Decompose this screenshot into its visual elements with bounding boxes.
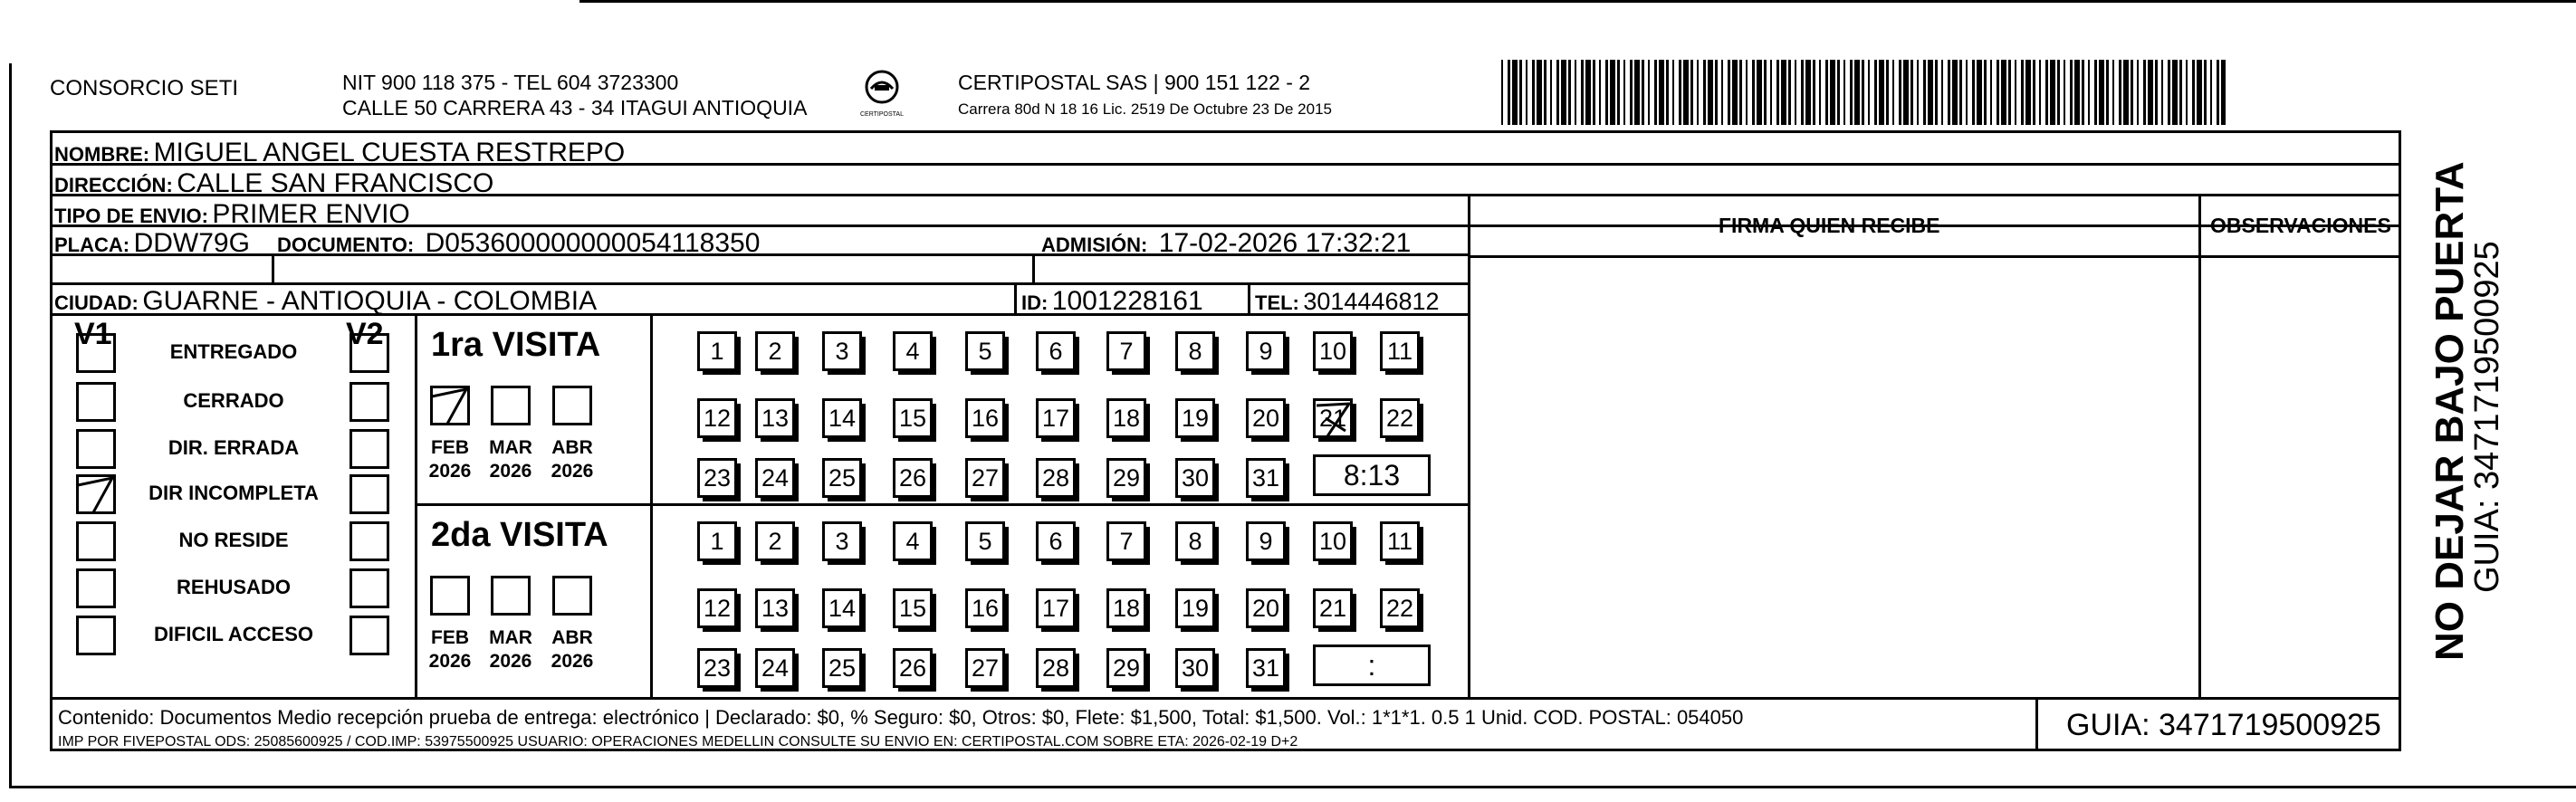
- license-line: Carrera 80d N 18 16 Lic. 2519 De Octubre 23 De 2015: [958, 100, 1332, 118]
- day-number: 15: [898, 594, 927, 622]
- top-border: [579, 0, 2576, 3]
- day-number: 24: [761, 463, 790, 492]
- day-box[interactable]: [1313, 398, 1353, 438]
- cell-divider: [1248, 282, 1250, 314]
- day-box[interactable]: [1313, 588, 1353, 628]
- status-label: REHUSADO: [177, 576, 291, 598]
- side-title: NO DEJAR BAJO PUERTA: [2428, 161, 2472, 661]
- year-label: 2026: [551, 651, 594, 672]
- cell-divider: [272, 253, 274, 283]
- status-label: CERRADO: [183, 389, 284, 412]
- day-box[interactable]: [1246, 398, 1286, 438]
- day-box[interactable]: [1106, 648, 1146, 688]
- v1-checkbox[interactable]: [76, 474, 116, 514]
- day-number: 3: [835, 337, 849, 365]
- month-label: FEB: [431, 627, 469, 648]
- day-number: 2: [768, 337, 782, 365]
- day-number: 22: [1385, 404, 1414, 432]
- month-checkbox[interactable]: [491, 576, 531, 616]
- logo-text: CERTIPOSTAL: [860, 111, 904, 118]
- day-box[interactable]: [965, 521, 1005, 561]
- documento-value: D053600000000054118350: [425, 228, 761, 258]
- contenido-text: Contenido: Documentos Medio recepción prueba de entrega: electrónico | Declarado: $0, % Seguro: $0, Otros: $0, Flete: $1,500, Total: $1,500. Vol.: 1*1*1. 0.5 1 Unid. COD. POSTAL: 054050: [58, 706, 1744, 729]
- day-box[interactable]: [755, 588, 795, 628]
- nombre-row: [54, 139, 625, 167]
- day-box[interactable]: [1106, 588, 1146, 628]
- v2-checkbox[interactable]: [350, 568, 389, 608]
- day-number: 25: [828, 654, 857, 682]
- day-box[interactable]: [697, 458, 737, 498]
- day-box[interactable]: [755, 458, 795, 498]
- side-guia: GUIA: 3471719500925: [2468, 241, 2506, 593]
- month-checkbox[interactable]: [491, 386, 531, 425]
- day-box[interactable]: [822, 398, 862, 438]
- day-number: 31: [1251, 654, 1280, 682]
- tipo-label: TIPO DE ENVIO:: [54, 205, 208, 227]
- day-number: 27: [971, 463, 1000, 492]
- day-box[interactable]: [1036, 648, 1076, 688]
- day-number: 15: [898, 404, 927, 432]
- v1-label: V1: [74, 317, 112, 351]
- month-label: MAR: [489, 627, 532, 648]
- day-number: 28: [1041, 463, 1070, 492]
- month-label: ABR: [551, 627, 593, 648]
- day-number: 23: [703, 463, 732, 492]
- day-box[interactable]: [1036, 398, 1076, 438]
- day-box[interactable]: [755, 331, 795, 371]
- status-label: DIR. ERRADA: [168, 436, 300, 459]
- day-number: 19: [1181, 594, 1210, 622]
- day-number: 7: [1119, 527, 1134, 555]
- section-divider: [650, 313, 653, 699]
- month-label: MAR: [489, 437, 532, 458]
- day-box[interactable]: [1175, 588, 1215, 628]
- day-number: 28: [1041, 654, 1070, 682]
- day-box[interactable]: [822, 331, 862, 371]
- guia-divider: [2035, 697, 2038, 751]
- day-box[interactable]: [893, 588, 933, 628]
- tel-value: 3014446812: [1303, 288, 1440, 315]
- day-box[interactable]: [1380, 521, 1420, 561]
- v1-checkbox[interactable]: [76, 616, 116, 655]
- day-box[interactable]: [965, 458, 1005, 498]
- day-box[interactable]: [893, 648, 933, 688]
- visit-title: 1ra VISITA: [431, 326, 601, 364]
- time-value: :: [1367, 648, 1376, 682]
- row-line: [1468, 255, 2401, 258]
- day-box[interactable]: [1246, 588, 1286, 628]
- day-box[interactable]: [1380, 398, 1420, 438]
- time-value: 8:13: [1343, 458, 1401, 492]
- day-box[interactable]: [893, 458, 933, 498]
- day-box[interactable]: [1036, 521, 1076, 561]
- day-box[interactable]: [822, 458, 862, 498]
- day-number: 14: [828, 404, 857, 432]
- nombre-value: MIGUEL ANGEL CUESTA RESTREPO: [153, 138, 626, 167]
- day-box[interactable]: [755, 648, 795, 688]
- status-label: DIR INCOMPLETA: [148, 482, 319, 504]
- firma-header: FIRMA QUIEN RECIBE: [1719, 214, 1940, 237]
- documento-label: DOCUMENTO:: [277, 234, 415, 256]
- day-number: 21: [1318, 594, 1347, 622]
- tipo-value: PRIMER ENVIO: [212, 199, 410, 229]
- ciudad-label: CIUDAD:: [54, 291, 139, 314]
- day-number: 2: [768, 527, 782, 555]
- day-number: 30: [1181, 654, 1210, 682]
- day-number: 3: [835, 527, 849, 555]
- day-box[interactable]: [1106, 521, 1146, 561]
- tel-label: TEL:: [1255, 291, 1299, 314]
- cell-divider: [1014, 282, 1017, 314]
- direccion-label: DIRECCIÓN:: [54, 174, 173, 196]
- day-box[interactable]: [822, 648, 862, 688]
- day-box[interactable]: [1106, 331, 1146, 371]
- day-number: 18: [1112, 404, 1141, 432]
- admision-row: [1041, 230, 1411, 257]
- direccion-value: CALLE SAN FRANCISCO: [177, 168, 494, 198]
- year-label: 2026: [489, 651, 532, 672]
- day-number: 13: [761, 594, 790, 622]
- year-label: 2026: [428, 651, 472, 672]
- day-number: 26: [898, 463, 927, 492]
- day-box[interactable]: [1175, 521, 1215, 561]
- month-label: ABR: [551, 437, 593, 458]
- day-box[interactable]: [1175, 458, 1215, 498]
- day-number: 4: [905, 337, 920, 365]
- day-box[interactable]: [965, 331, 1005, 371]
- day-number: 8: [1188, 527, 1202, 555]
- admision-label: ADMISIÓN:: [1041, 234, 1148, 256]
- day-box[interactable]: [1380, 588, 1420, 628]
- v2-checkbox[interactable]: [350, 616, 389, 655]
- day-number: 20: [1251, 404, 1280, 432]
- day-number: 7: [1119, 337, 1134, 365]
- day-number: 5: [978, 337, 992, 365]
- day-box[interactable]: [697, 331, 737, 371]
- day-number: 25: [828, 463, 857, 492]
- day-number: 16: [971, 594, 1000, 622]
- day-number: 31: [1251, 463, 1280, 492]
- day-box[interactable]: [893, 521, 933, 561]
- day-number: 4: [905, 527, 920, 555]
- visit-divider: [415, 503, 1468, 506]
- day-number: 8: [1188, 337, 1202, 365]
- ciudad-value: GUARNE - ANTIOQUIA - COLOMBIA: [142, 286, 598, 316]
- day-number: 17: [1041, 404, 1070, 432]
- day-box[interactable]: [1036, 458, 1076, 498]
- observaciones-header: OBSERVACIONES: [2210, 214, 2391, 237]
- year-label: 2026: [428, 461, 472, 482]
- day-box[interactable]: [1246, 648, 1286, 688]
- day-number: 20: [1251, 594, 1280, 622]
- cell-divider: [1032, 253, 1035, 283]
- bottom-border: [9, 786, 2576, 788]
- day-number: 10: [1318, 337, 1347, 365]
- v1-checkbox[interactable]: [76, 333, 116, 373]
- v2-label: V2: [346, 317, 384, 351]
- year-label: 2026: [489, 461, 532, 482]
- day-number: 10: [1318, 527, 1347, 555]
- id-value: 1001228161: [1051, 286, 1203, 316]
- day-number: 11: [1386, 527, 1413, 555]
- day-number: 12: [703, 594, 732, 622]
- day-box[interactable]: [755, 521, 795, 561]
- admision-value: 17-02-2026 17:32:21: [1158, 228, 1412, 258]
- day-number: 11: [1386, 337, 1413, 365]
- id-row: [1021, 288, 1203, 315]
- day-number: 21: [1318, 404, 1347, 432]
- day-box[interactable]: [1246, 521, 1286, 561]
- nombre-label: NOMBRE:: [54, 143, 150, 166]
- visit-title: 2da VISITA: [431, 516, 608, 554]
- row-line: [50, 282, 1468, 285]
- obs-divider: [2198, 194, 2201, 699]
- day-box[interactable]: [1106, 458, 1146, 498]
- day-number: 12: [703, 404, 732, 432]
- day-box[interactable]: [697, 588, 737, 628]
- day-box[interactable]: [1106, 398, 1146, 438]
- day-box[interactable]: [1246, 331, 1286, 371]
- v1-checkbox[interactable]: [76, 568, 116, 608]
- month-checkbox[interactable]: [552, 576, 592, 616]
- placa-label: PLACA:: [54, 234, 130, 256]
- day-box[interactable]: [893, 398, 933, 438]
- nit-line: NIT 900 118 375 - TEL 604 3723300: [342, 71, 679, 94]
- day-box[interactable]: [697, 648, 737, 688]
- day-number: 9: [1259, 527, 1273, 555]
- day-number: 22: [1385, 594, 1414, 622]
- day-number: 1: [710, 337, 724, 365]
- month-checkbox[interactable]: [430, 386, 470, 425]
- v2-checkbox[interactable]: [350, 382, 389, 422]
- day-box[interactable]: [697, 521, 737, 561]
- ciudad-row: [54, 288, 597, 315]
- day-number: 13: [761, 404, 790, 432]
- day-box[interactable]: [1380, 331, 1420, 371]
- time-box[interactable]: [1313, 454, 1431, 496]
- day-number: 17: [1041, 594, 1070, 622]
- year-label: 2026: [551, 461, 594, 482]
- day-box[interactable]: [1175, 331, 1215, 371]
- direccion-row: [54, 170, 493, 197]
- firma-divider: [1468, 194, 1470, 699]
- day-box[interactable]: [1175, 648, 1215, 688]
- day-box[interactable]: [1175, 398, 1215, 438]
- day-number: 6: [1049, 337, 1063, 365]
- v2-checkbox[interactable]: [350, 474, 389, 514]
- documento-row: [277, 230, 760, 257]
- day-number: 19: [1181, 404, 1210, 432]
- placa-value: DDW79G: [133, 228, 250, 258]
- footer-line: [50, 697, 2401, 700]
- day-number: 29: [1112, 654, 1141, 682]
- month-checkbox[interactable]: [430, 576, 470, 616]
- day-number: 18: [1112, 594, 1141, 622]
- v2-checkbox[interactable]: [350, 333, 389, 373]
- time-box[interactable]: [1313, 644, 1431, 686]
- day-number: 1: [710, 527, 724, 555]
- day-box[interactable]: [1246, 458, 1286, 498]
- status-label: DIFICIL ACCESO: [153, 623, 313, 645]
- status-label: NO RESIDE: [178, 529, 289, 551]
- company-name: CONSORCIO SETI: [50, 76, 239, 100]
- day-box[interactable]: [1313, 521, 1353, 561]
- day-box[interactable]: [697, 398, 737, 438]
- v1-checkbox[interactable]: [76, 382, 116, 422]
- v2-checkbox[interactable]: [350, 521, 389, 561]
- day-box[interactable]: [965, 648, 1005, 688]
- month-label: FEB: [431, 437, 469, 458]
- day-number: 14: [828, 594, 857, 622]
- imp-text: IMP POR FIVEPOSTAL ODS: 25085600925 / COD.IMP: 53975500925 USUARIO: OPERACIONES MEDELLIN CONSULTE SU ENVIO EN: CERTIPOSTAL.COM SOBRE ETA: 2026-02-19 D+2: [58, 734, 1298, 749]
- day-number: 26: [898, 654, 927, 682]
- day-number: 27: [971, 654, 1000, 682]
- section-divider: [415, 313, 417, 699]
- day-box[interactable]: [822, 521, 862, 561]
- left-border: [9, 63, 12, 788]
- day-number: 29: [1112, 463, 1141, 492]
- tipo-row: [54, 201, 410, 228]
- barcode: [1501, 60, 2226, 125]
- day-number: 5: [978, 527, 992, 555]
- certipostal-logo: [855, 67, 909, 121]
- day-box[interactable]: [965, 398, 1005, 438]
- footer-guia: GUIA: 3471719500925: [2066, 708, 2381, 742]
- address-line: CALLE 50 CARRERA 43 - 34 ITAGUI ANTIOQUIA: [342, 96, 808, 119]
- day-number: 24: [761, 654, 790, 682]
- status-label: ENTREGADO: [169, 340, 298, 363]
- day-box[interactable]: [1036, 331, 1076, 371]
- v1-checkbox[interactable]: [76, 429, 116, 469]
- day-number: 30: [1181, 463, 1210, 492]
- day-number: 9: [1259, 337, 1273, 365]
- day-number: 16: [971, 404, 1000, 432]
- day-box[interactable]: [755, 398, 795, 438]
- tel-row: [1255, 290, 1440, 314]
- day-box[interactable]: [1036, 588, 1076, 628]
- day-number: 23: [703, 654, 732, 682]
- month-checkbox[interactable]: [552, 386, 592, 425]
- carrier-line: CERTIPOSTAL SAS | 900 151 122 - 2: [958, 71, 1311, 94]
- day-box[interactable]: [965, 588, 1005, 628]
- v2-checkbox[interactable]: [350, 429, 389, 469]
- day-number: 6: [1049, 527, 1063, 555]
- day-box[interactable]: [893, 331, 933, 371]
- id-label: ID:: [1021, 291, 1049, 314]
- day-box[interactable]: [1313, 331, 1353, 371]
- day-box[interactable]: [822, 588, 862, 628]
- v1-checkbox[interactable]: [76, 521, 116, 561]
- placa-row: [54, 230, 250, 257]
